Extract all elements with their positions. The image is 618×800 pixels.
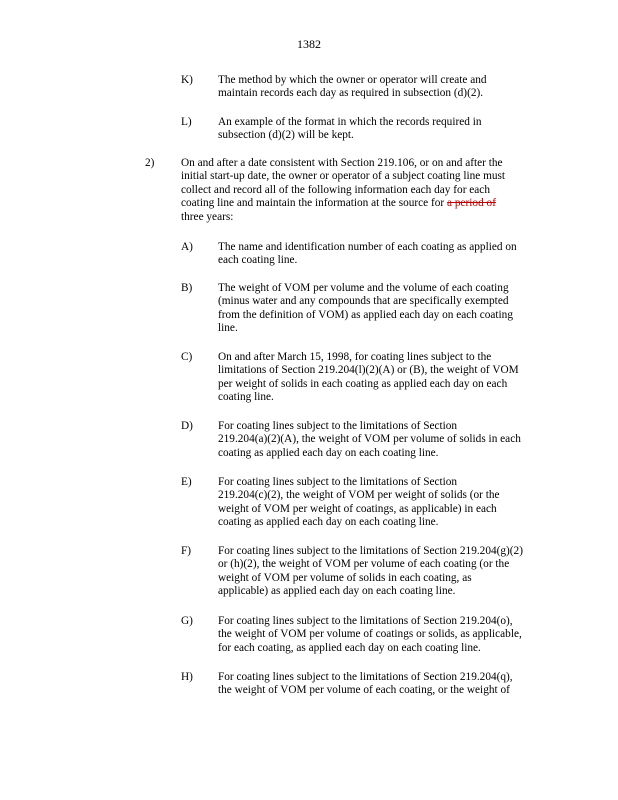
item-text: For coating lines subject to the limitations of Section 219.204(c)(2), the weight of VOM per weight of solids (or the weight of VOM per weight of coatings, as applicable) in each coating as applied each day on each coating line. xyxy=(218,476,500,529)
item-label: B) xyxy=(181,282,193,294)
item-text: For coating lines subject to the limitations of Section 219.204(o), the weight of VOM per volume of coatings or solids, as applicable, for each coating, as applied each day on each coating line. xyxy=(218,615,522,654)
item-text: The name and identification number of each coating as applied on each coating line. xyxy=(218,241,517,267)
item-label: 2) xyxy=(145,157,155,169)
item-label: G) xyxy=(181,615,193,627)
item-text: For coating lines subject to the limitations of Section 219.204(g)(2) or (h)(2), the weight of VOM per volume of each coating (or the weight of VOM per volume of solids in each coating, as applicable) as applied each day on each coating line. xyxy=(218,545,523,598)
item-text: The method by which the owner or operator will create and maintain records each day as required in subsection (d)(2). xyxy=(218,74,487,100)
page-number: 1382 xyxy=(297,37,321,51)
deleted-text: a period of xyxy=(447,197,496,210)
item-label: K) xyxy=(181,74,193,86)
item-label: D) xyxy=(181,420,193,432)
item-text: For coating lines subject to the limitations of Section 219.204(q), the weight of VOM per volume of each coating, or the weight of xyxy=(218,671,513,697)
item-label: A) xyxy=(181,241,193,253)
item-text: On and after March 15, 1998, for coating lines subject to the limitations of Section 219.204(l)(2)(A) or (B), the weight of VOM per weight of solids in each coating as applied each day on each coating line. xyxy=(218,351,519,404)
item-label: C) xyxy=(181,351,193,363)
item-text: For coating lines subject to the limitations of Section 219.204(a)(2)(A), the weight of VOM per volume of solids in each coating as applied each day on each coating line. xyxy=(218,420,521,459)
item-label: L) xyxy=(181,116,192,128)
item-text: An example of the format in which the records required in subsection (d)(2) will be kept. xyxy=(218,116,482,142)
item-text: The weight of VOM per volume and the volume of each coating (minus water and any compounds that are specifically exempted from the definition of VOM) as applied each day on each coating line. xyxy=(218,282,513,335)
item-text xyxy=(181,157,505,224)
item-label: E) xyxy=(181,476,192,488)
item-label: F) xyxy=(181,545,192,557)
text-before: On and after a date consistent with Section 219.106, or on and after the initial start-up date, the owner or operator of a subject coating line must collect and record all of the following information each day for each coating line and maintain the information at the source for xyxy=(181,157,506,210)
item-label: H) xyxy=(181,671,193,683)
text-after: three years: xyxy=(181,210,234,223)
